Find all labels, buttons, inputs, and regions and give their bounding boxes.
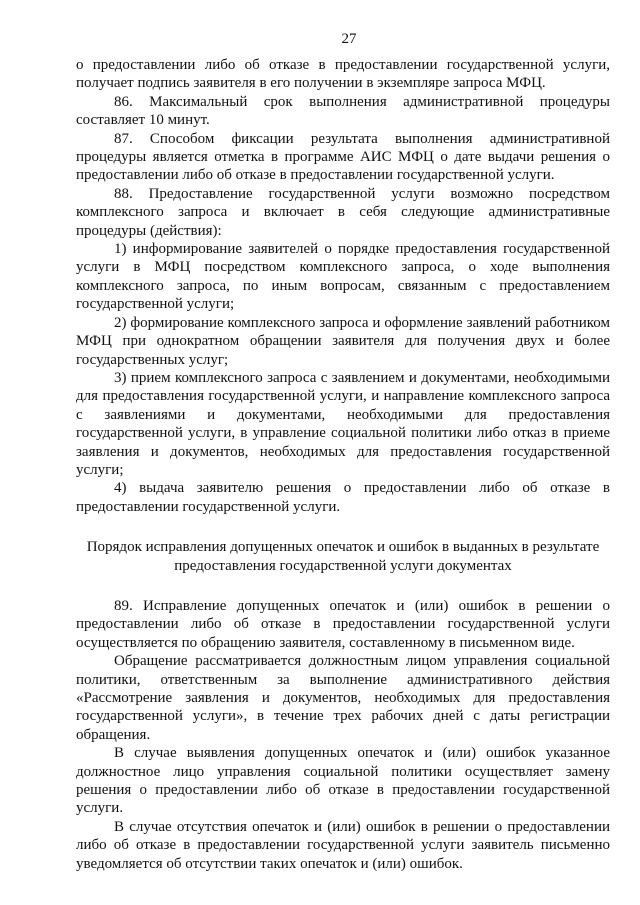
paragraph-88: 88. Предоставление государственной услуги возможно посредством комплексного запроса и включает в себя следующие административные процедуры (действия): <box>76 185 610 239</box>
page-number: 27 <box>341 31 357 47</box>
list-item-1: 1) информирование заявителей о порядке предоставления государственной услуги в МФЦ посредством комплексного запроса, о ходе выполнения комплексного запроса, по иным вопросам, связанным с предоставлением государственной услуги; <box>76 241 610 313</box>
list-item-4: 4) выдача заявителю решения о предоставлении либо об отказе в предоставлении государственной услуги. <box>76 480 610 515</box>
paragraph-86: 86. Максимальный срок выполнения административной процедуры составляет 10 минут. <box>76 93 610 129</box>
paragraph-no-errors: В случае отсутствия опечаток и (или) ошибок в решении о предоставлении либо об отказе в предоставлении государственной услуги заявитель письменно уведомляется об отсутствии таких опечаток и (или) ошибок. <box>76 818 610 872</box>
list-item-3: 3) прием комплексного запроса с заявлением и документами, необходимыми для предоставления государственной услуги, и направление комплексного запроса с заявлениями и документами, необходимыми для предоставления государственной услуги, в управление социальной политики либо отказ в приеме заявления и документов, необходимых для предоставления государственной услуги; <box>76 369 610 478</box>
list-item-2: 2) формирование комплексного запроса и оформление заявлений работником МФЦ при однократном обращении заявителя для получения двух и более государственных услуг; <box>76 314 610 368</box>
paragraph-89: 89. Исправление допущенных опечаток и (или) ошибок в решении о предоставлении либо об отказе в предоставлении государственной услуги осуществляется по обращению заявителя, составленному в письменном виде. <box>76 597 610 651</box>
paragraph-errors-found: В случае выявления допущенных опечаток и (или) ошибок указанное должностное лицо управления социальной политики осуществляет замену решения о предоставлении либо об отказе в предоставлении государственной услуги. <box>76 745 610 817</box>
section-heading: Порядок исправления допущенных опечаток и ошибок в выданных в результате предоставления государственной услуги документах <box>86 539 600 574</box>
paragraph-continuation: о предоставлении либо об отказе в предоставлении государственной услуги, получает подпись заявителя в его получении в экземпляре запроса МФЦ. <box>76 57 610 92</box>
paragraph-review: Обращение рассматривается должностным лицом управления социальной политики, ответственным за выполнение административного действия «Рассмотрение заявления и документов, необходимых для предоставления государственной услуги», в течение трех рабочих дней с даты регистрации обращения. <box>76 653 610 743</box>
paragraph-87: 87. Способом фиксации результата выполнения административной процедуры является отметка в программе АИС МФЦ о дате выдачи решения о предоставлении либо об отказе в предоставлении государственной услуги. <box>76 130 610 184</box>
